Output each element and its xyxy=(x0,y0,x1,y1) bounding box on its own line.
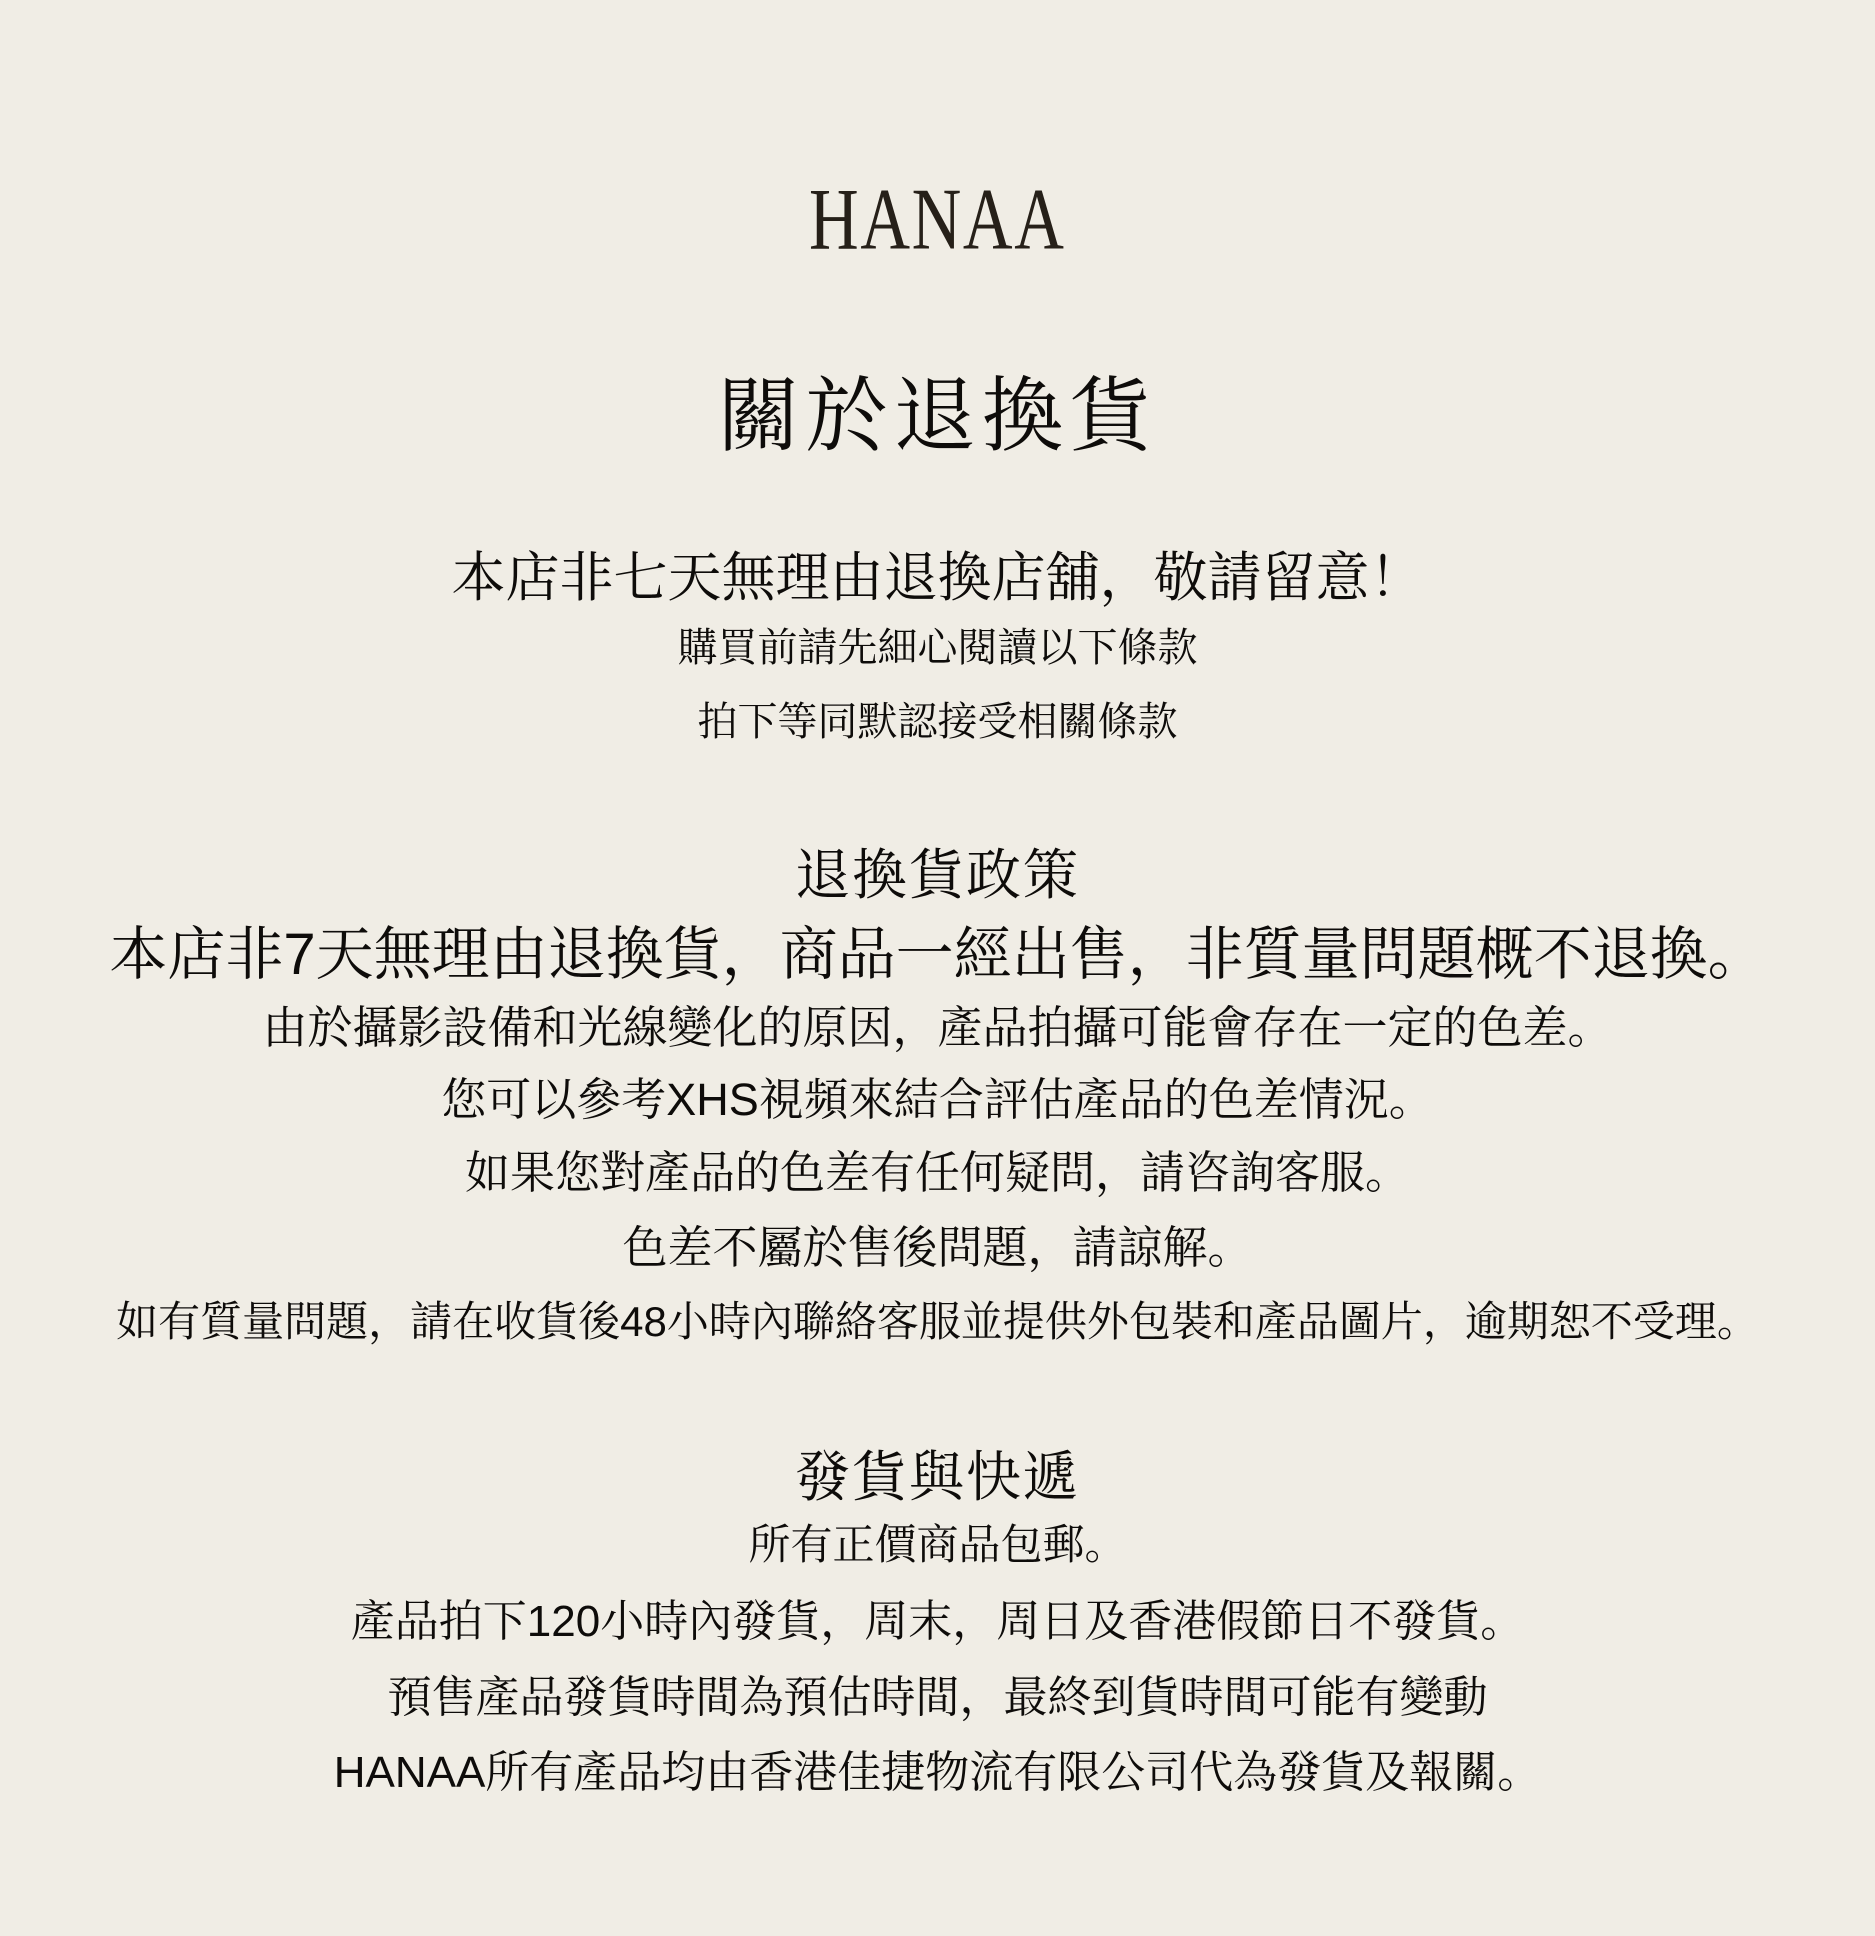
return-policy-line: 您可以參考XHS視頻來結合評估產品的色差情況。 xyxy=(441,1074,1434,1125)
return-policy-line: 如果您對產品的色差有任何疑問，請咨詢客服。 xyxy=(464,1147,1410,1198)
section-heading-shipping: 發貨與快遞 xyxy=(794,1446,1080,1508)
return-policy-line: 由於攝影設備和光線變化的原因，產品拍攝可能會存在一定的色差。 xyxy=(262,1002,1613,1053)
shipping-line: 預售產品發貨時間為預估時間，最終到貨時間可能有變動 xyxy=(387,1673,1488,1722)
shipping-line: HANAA所有產品均由香港佳捷物流有限公司代為發貨及報關。 xyxy=(333,1748,1542,1797)
return-policy-line: 本店非7天無理由退換貨，商品一經出售，非質量問題概不退換。 xyxy=(109,922,1766,987)
notice-subline-read-terms: 購買前請先細心閱讀以下條款 xyxy=(677,626,1198,670)
notice-headline: 本店非七天無理由退換店舖，敬請留意！ xyxy=(451,548,1424,608)
page-title: 關於退換貨 xyxy=(717,371,1158,462)
section-heading-return-policy: 退換貨政策 xyxy=(794,844,1080,906)
shipping-line: 所有正價商品包郵。 xyxy=(748,1521,1127,1568)
return-policy-line: 色差不屬於售後問題，請諒解。 xyxy=(622,1222,1253,1273)
shipping-line: 產品拍下120小時內發貨，周末，周日及香港假節日不發貨。 xyxy=(350,1597,1525,1646)
brand-logo xyxy=(0,169,1875,269)
return-policy-line: 如有質量問題，請在收貨後48小時內聯絡客服並提供外包裝和產品圖片，逾期恕不受理。 xyxy=(116,1298,1759,1345)
notice-subline-accept-terms: 拍下等同默認接受相關條款 xyxy=(697,700,1178,744)
brand-logo-text: HANAA xyxy=(809,170,1066,268)
